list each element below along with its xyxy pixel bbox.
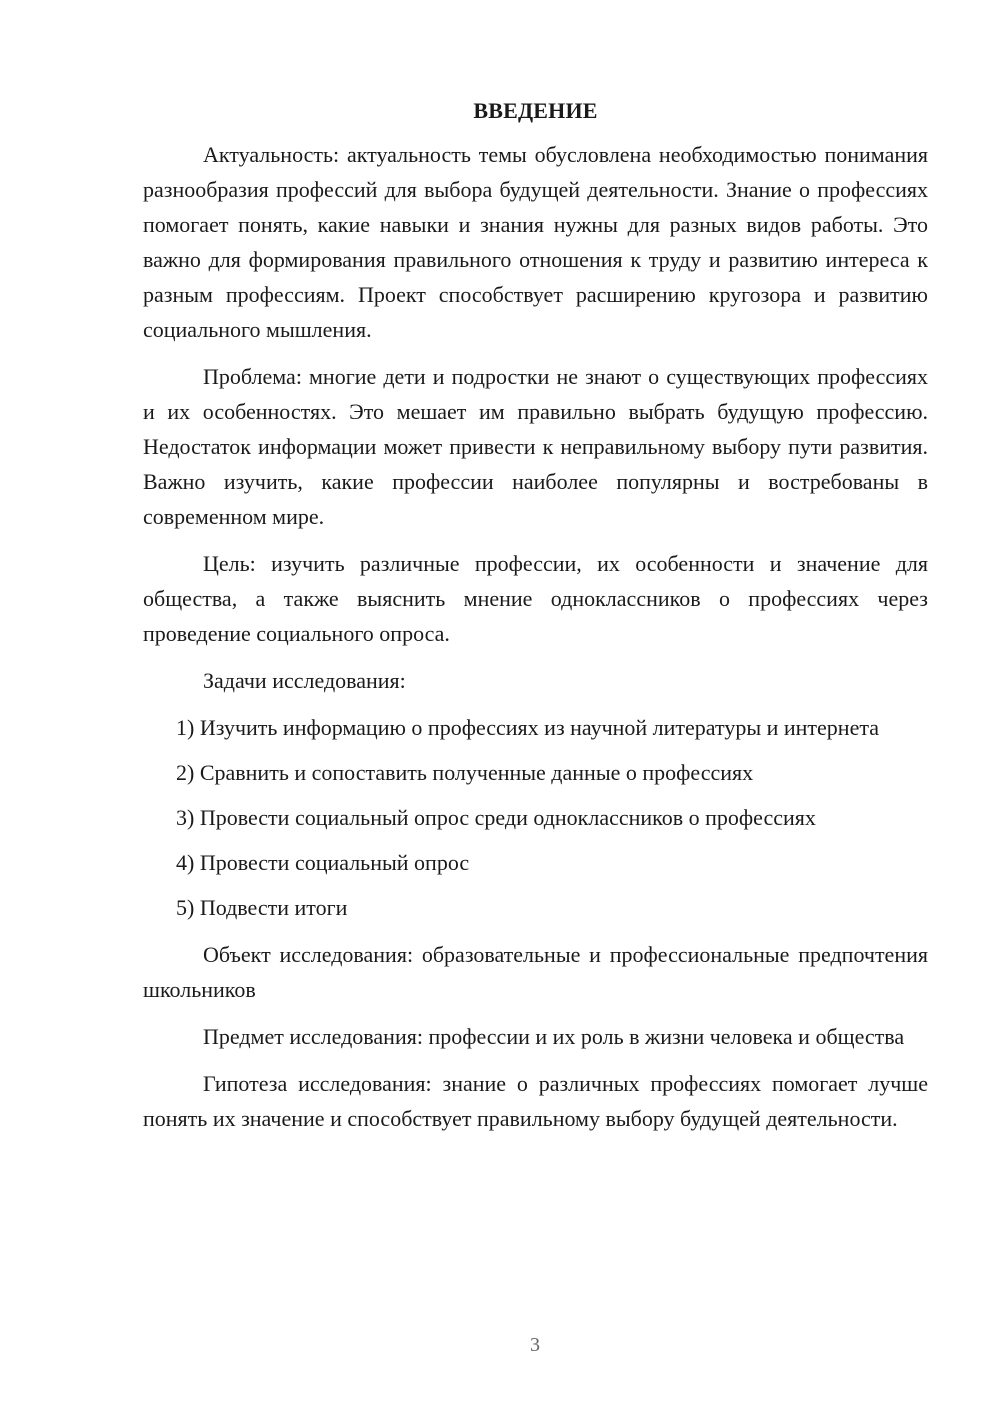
task-item: 1) Изучить информацию о профессиях из научной литературы и интернета: [176, 715, 879, 740]
tasks-heading: Задачи исследования:: [203, 668, 406, 693]
page-title: ВВЕДЕНИЕ: [473, 98, 598, 123]
page-content: [143, 96, 928, 1136]
task-item: 2) Сравнить и сопоставить полученные данные о профессиях: [176, 760, 754, 785]
relevance-paragraph: Актуальность: актуальность темы обусловлена необходимостью понимания разнообразия профессий для выбора будущей деятельности. Знание о профессиях помогает понять, какие навыки и знания нужны для разных видов работы. Это важно для формирования правильного отношения к труду и развитию интереса к разным профессиям. Проект способствует расширению кругозора и развитию социального мышления.: [143, 142, 928, 342]
task-item: 3) Провести социальный опрос среди одноклассников о профессиях: [176, 805, 816, 830]
hypothesis-paragraph: Гипотеза исследования: знание о различных профессиях помогает лучше понять их значение и способствует правильному выбору будущей деятельности.: [143, 1071, 928, 1131]
task-item: 4) Провести социальный опрос: [176, 850, 470, 875]
object-paragraph: Объект исследования: образовательные и профессиональные предпочтения школьников: [143, 942, 928, 1002]
page-number: 3: [530, 1334, 540, 1356]
subject-paragraph: Предмет исследования: профессии и их роль в жизни человека и общества: [203, 1024, 905, 1049]
problem-paragraph: Проблема: многие дети и подростки не знают о существующих профессиях и их особенностях. Это мешает им правильно выбрать будущую профессию. Недостаток информации может привести к неправильному выбору пути развития. Важно изучить, какие профессии наиболее популярны и востребованы в современном мире.: [143, 364, 928, 529]
goal-paragraph: Цель: изучить различные профессии, их особенности и значение для общества, а также выяснить мнение одноклассников о профессиях через проведение социального опроса.: [143, 551, 928, 646]
task-item: 5) Подвести итоги: [176, 895, 348, 920]
tasks-list: [143, 710, 928, 925]
